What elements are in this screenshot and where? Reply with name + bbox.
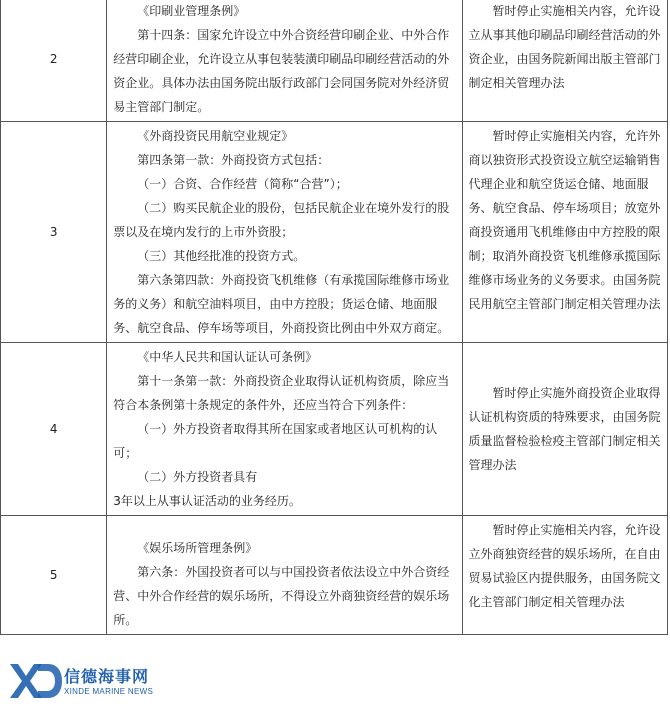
adjustment-measure (462, 0, 667, 122)
regulation-title: 《中华人民共和国认证认可条例》 (137, 350, 318, 364)
regulation-content (107, 122, 462, 343)
regulation-content (107, 343, 462, 516)
regulation-content (107, 0, 462, 122)
regulation-clause: 第六条第四款：外商投资飞机维修（有承揽国际维修市场业务的义务）和航空油料项目，由中方控股；货运仓储、地面服务、航空食品、停车场等项目，外商投资比例由中外双方商定。 (113, 273, 450, 335)
regulation-clause: 第四条第一款：外商投资方式包括： (137, 153, 330, 167)
regulation-clause: （一）合资、合作经营（简称“合营”）； (137, 177, 348, 191)
adjustment-measure (462, 122, 667, 343)
table-row (1, 0, 668, 122)
xd-logo-icon (8, 660, 62, 700)
table-row (1, 516, 668, 635)
measure-text: 暂时停止实施相关内容，允许设立外商独资经营的娱乐场所，在自由贸易试验区内提供服务，由国务院文化主管部门制定相关管理办法 (468, 523, 661, 609)
measure-text: 暂时停止实施相关内容，允许设立从事其他印刷品印刷经营活动的外资企业，由国务院新闻出版主管部门制定相关管理办法 (468, 4, 661, 90)
regulation-clause: 第六条：外国投资者可以与中国投资者依法设立中外合资经营、中外合作经营的娱乐场所，不得设立外商独资经营的娱乐场所。 (113, 565, 450, 627)
watermark-logo (8, 660, 180, 704)
adjustment-measure (462, 516, 667, 635)
table-row (1, 343, 668, 516)
regulation-clause: （三）其他经批准的投资方式。 (137, 249, 306, 263)
regulation-clause: （二）外方投资者具有 (137, 470, 258, 484)
measure-text: 暂时停止实施相关内容，允许外商以独资形式投资设立航空运输销售代理企业和航空货运仓储、地面服务、航空食品、停车场项目；放宽外商投资通用飞机维修由中方控股的限制；取消外商投资飞机维修承揽国际维修市场业务的义务要求。由国务院民用航空主管部门制定相关管理办法 (468, 129, 661, 311)
regulation-title: 《印刷业管理条例》 (137, 4, 246, 18)
logo-chinese-name: 信德海事网 (64, 667, 150, 686)
row-number: 3 (1, 122, 107, 343)
row-number: 4 (1, 343, 107, 516)
row-number: 5 (1, 516, 107, 635)
regulation-title: 《娱乐场所管理条例》 (137, 541, 258, 555)
logo-english-name: XINDE MARINE NEWS (64, 687, 154, 696)
measure-text: 暂时停止实施外商投资企业取得认证机构资质的特殊要求，由国务院质量监督检验检疫主管部门制定相关管理办法 (468, 386, 661, 472)
row-number: 2 (1, 0, 107, 122)
regulation-clause: 3年以上从事认证活动的业务经历。 (113, 494, 301, 508)
regulation-clause: 第十一条第一款：外商投资企业取得认证机构资质，除应当符合本条例第十条规定的条件外，还应当符合下列条件： (113, 374, 450, 412)
regulation-content (107, 516, 462, 635)
regulation-clause: （一）外方投资者取得其所在国家或者地区认可机构的认可； (113, 422, 438, 460)
regulation-clause: （二）购买民航企业的股份，包括民航企业在境外发行的股票以及在境内发行的上市外资股； (113, 201, 450, 239)
table-row (1, 122, 668, 343)
adjustment-measure (462, 343, 667, 516)
regulation-clause: 第十四条：国家允许设立中外合资经营印刷企业、中外合作经营印刷企业，允许设立从事包装装潢印刷品印刷经营活动的外资企业。具体办法由国务院出版行政部门会同国务院对外经济贸易主管部门制定。 (113, 28, 450, 114)
regulation-title: 《外商投资民用航空业规定》 (137, 129, 294, 143)
